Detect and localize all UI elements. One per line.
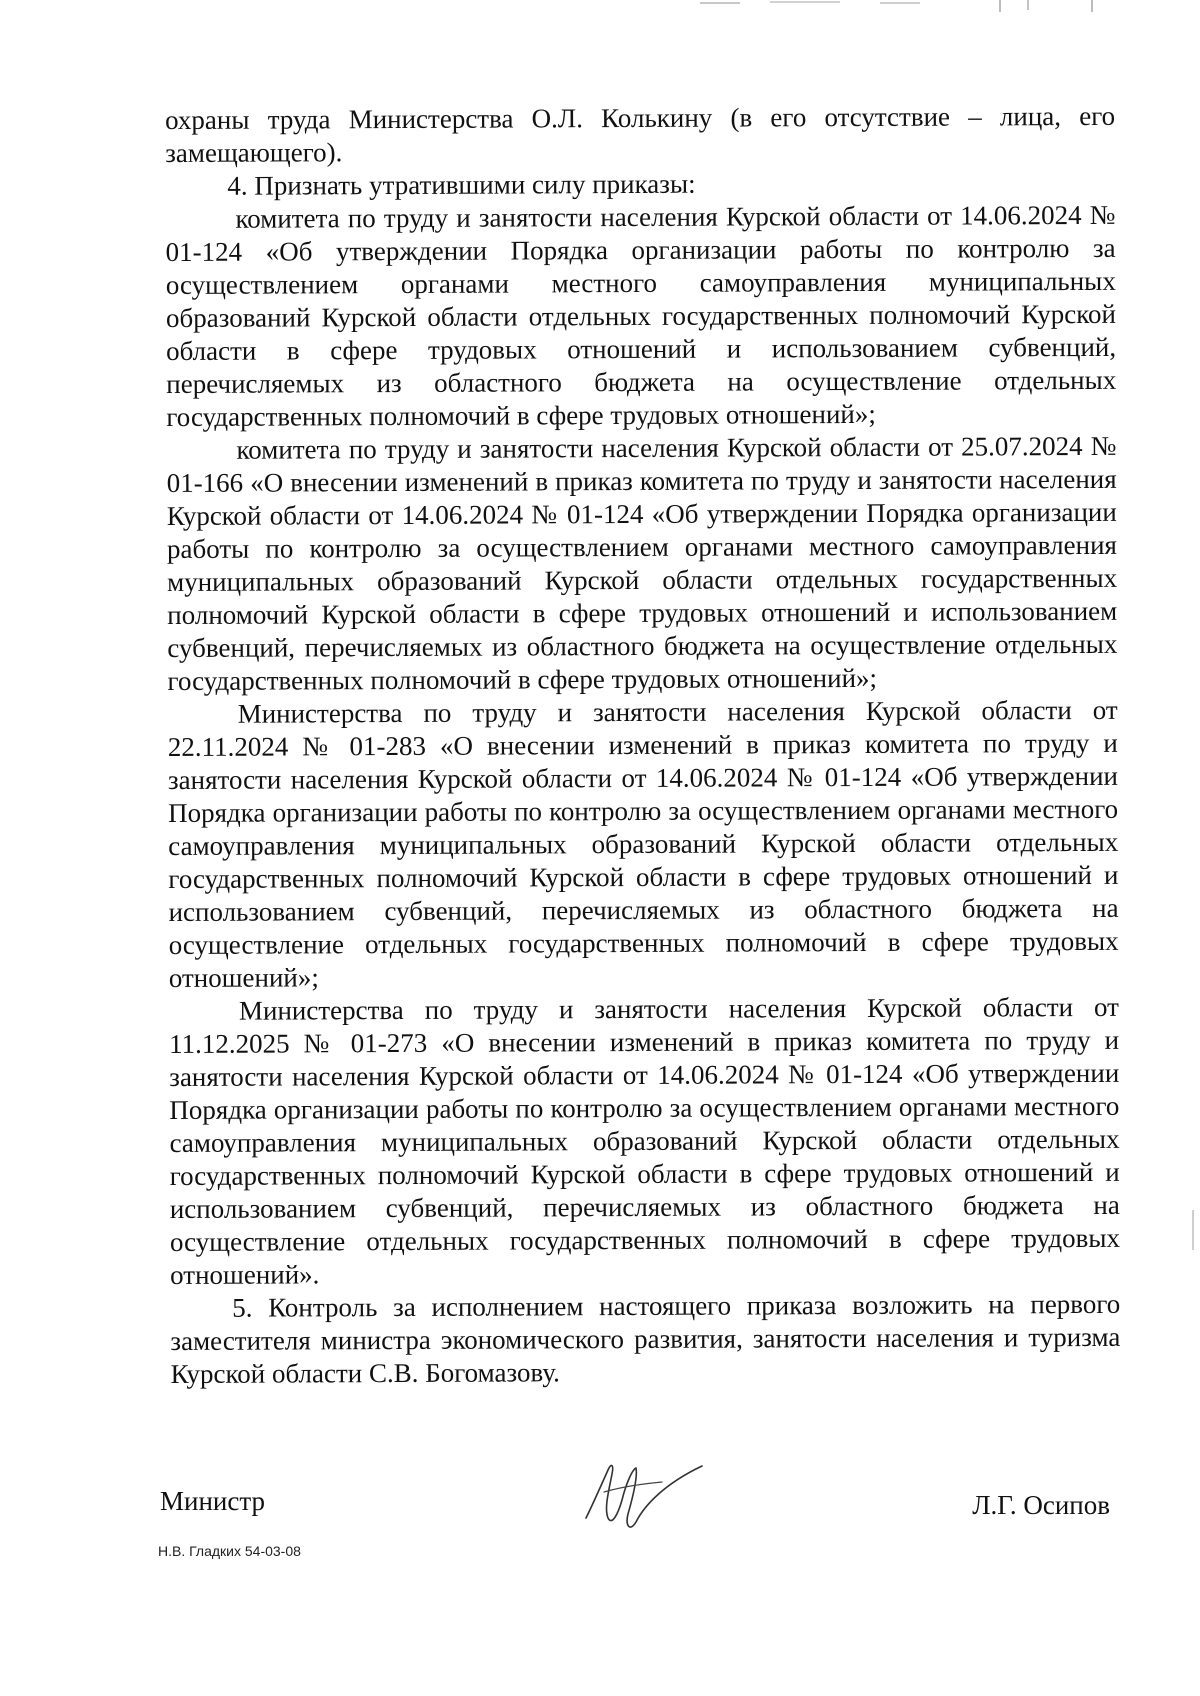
- signature-block: [160, 1486, 1110, 1526]
- paragraph-order-2024-166: комитета по труду и занятости населения Курской области от 25.07.2024 № 01-166 «О внесении изменений в приказ комитета по труду и занятости населения Курской области от 14.06.2024 № 01-124 «Об утверждении Порядка организации работы по контролю за осуществлением органами местного самоуправления муниципальных образований Курской области отдельных государственных полномочий Курской области в сфере трудовых отношений и использованием субвенций, перечисляемых из областного бюджета на осуществление отдельных государственных полномочий в сфере трудовых отношений»;: [166, 430, 1118, 696]
- signatory-name: Л.Г. Осипов: [972, 1490, 1110, 1520]
- paragraph-order-2024-124: комитета по труду и занятости населения Курской области от 14.06.2024 № 01-124 «Об утверждении Порядка организации работы по контролю за осуществлением органами местного самоуправления муниципальных образований Курской области отдельных государственных полномочий Курской области в сфере трудовых отношений и использованием субвенций, перечисляемых из областного бюджета на осуществление отдельных государственных полномочий в сфере трудовых отношений»;: [165, 199, 1117, 432]
- position-title: Министр: [160, 1486, 265, 1516]
- handwritten-signature: [578, 1448, 708, 1538]
- paragraph-order-2025-273: Министерства по труду и занятости населения Курской области от 11.12.2025 № 01-273 «О внесении изменений в приказ комитета по труду и занятости населения Курской области от 14.06.2024 № 01-124 «Об утверждении Порядка организации работы по контролю за осуществлением органами местного самоуправления муниципальных образований Курской области отдельных государственных полномочий Курской области в сфере трудовых отношений и использованием субвенций, перечисляемых из областного бюджета на осуществление отдельных государственных полномочий в сфере трудовых отношений».: [169, 991, 1121, 1290]
- document-body: [165, 100, 1121, 1391]
- paragraph-order-2024-283: Министерства по труду и занятости населения Курской области от 22.11.2024 № 01-283 «О внесении изменений в приказ комитета по труду и занятости населения Курской области от 14.06.2024 № 01-124 «Об утверждении Порядка организации работы по контролю за осуществлением органами местного самоуправления муниципальных образований Курской области отдельных государственных полномочий Курской области в сфере трудовых отношений и использованием субвенций, перечисляемых из областного бюджета на осуществление отдельных государственных полномочий в сфере трудовых отношений»;: [167, 694, 1119, 993]
- paragraph-item-4: 4. Признать утратившими силу приказы:: [227, 168, 696, 201]
- paragraph-item-5: 5. Контроль за исполнением настоящего приказа возложить на первого заместителя министра экономического развития, занятости населения и туризма Курской области С.В. Богомазову.: [170, 1288, 1121, 1389]
- scan-artifact-marks: [700, 0, 1120, 14]
- scan-edge-mark: [1192, 1210, 1194, 1250]
- executor-contact: Н.В. Гладких 54-03-08: [158, 1543, 301, 1559]
- paragraph-continuation: охраны труда Министерства О.Л. Колькину (в его отсутствие – лица, его замещающего).: [165, 100, 1116, 168]
